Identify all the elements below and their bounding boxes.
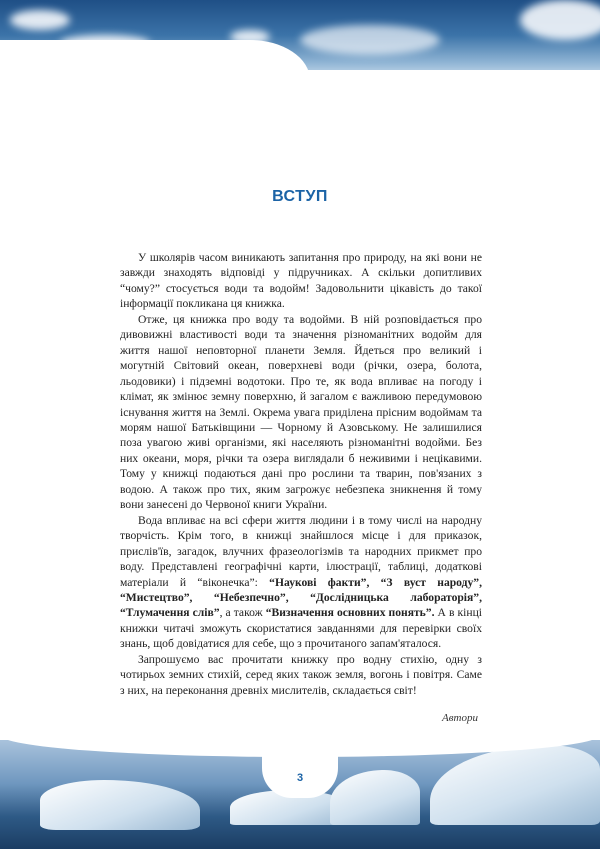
text-segment: А в кінці книжки читачі зможуть скористатися завданнями для перевірки своїх знань, щоб довідатися для себе, що з прочитаного запам'яталося. — [120, 606, 482, 651]
page-title: ВСТУП — [272, 188, 328, 205]
page-number: 3 — [296, 772, 304, 784]
text-segment: Вода впливає на всі сфери життя людини і в тому числі на народну творчість. Крім того, в книжці знайшлося місце і для приказок, прислів'їв, загадок, влучних фразеологізмів та народних прикмет про воду. Представлені географічні карти, ілюстрації, таблиці, додаткові матеріали й “віконечка”: — [120, 513, 482, 589]
paragraph: Запрошуємо вас прочитати книжку про водну стихію, одну з чотирьох земних стихій, серед яких також земля, вогонь і повітря. Саме з них, на переконання древніх мислителів, складається світ! — [120, 652, 482, 697]
body-text — [120, 250, 482, 698]
paragraph: Отже, ця книжка про воду та водойми. В ній розповідається про дивовижні властивості води та значення різноманітних водойм для життя нашої неповторної планети Земля. Йдеться про великий і могутній Світовий океан, поверхневі води (річки, озера, болота, льодовики) і підземні водотоки. Про те, як вода впливає на погоду і клімат, як змінює земну поверхню, й загалом є важливою передумовою існування життя на Землі. Окрема увага приділена прісним водоймам та морям нашої Батьківщини — Чорному й Азовському. Не залишилися поза увагою живі організми, які населяють різноманітні водойми. Без них океани, моря, річки та озера виглядали б неживими і нецікавими. Тому у книжці подаються дані про рослини та тварин, пов'язаних з водою. А також про тих, яким загрожує небезпека зникнення й тому вони занесені до Червоної книги України. — [120, 312, 482, 512]
paragraph — [120, 513, 482, 652]
bold-segment: “Визначення основних понять”. — [265, 606, 435, 620]
text-segment: , а також — [219, 606, 266, 620]
sky-header-image — [0, 0, 600, 78]
bold-segment: “Наукові факти”, “З вуст народу”, “Мистецтво”, “Небезпечно”, “Дослідницька лабораторія”, “Тлумачення слів” — [120, 575, 483, 620]
author-signature: Автори — [442, 712, 478, 724]
paragraph: У школярів часом виникають запитання про природу, на які вони не завжди знаходять відповіді у підручниках. А скільки допитливих “чому?” стосується води та водойм! Задовольнити цікавість до такої інформації покликана ця книжка. — [120, 251, 482, 311]
